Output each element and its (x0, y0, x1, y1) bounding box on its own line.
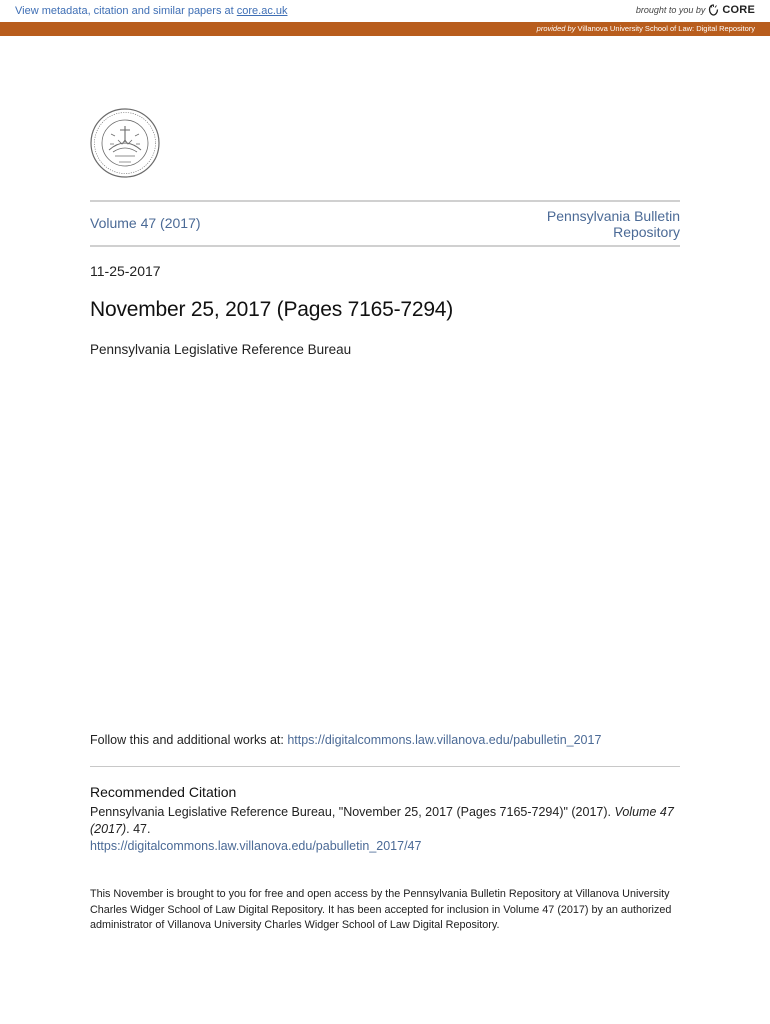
provided-by-value: Villanova University School of Law: Digital Repository (577, 24, 755, 33)
follow-line (90, 733, 601, 747)
core-metadata-link[interactable] (15, 5, 288, 17)
repository-line-1: Pennsylvania Bulletin (546, 208, 680, 224)
core-metadata-url[interactable]: core.ac.uk (236, 5, 288, 17)
author-name: Pennsylvania Legislative Reference Bureau (90, 342, 352, 357)
citation-link[interactable]: https://digitalcommons.law.villanova.edu/pabulletin_2017/47 (90, 839, 422, 853)
provided-by-label: provided by (536, 24, 576, 33)
core-logo-icon (708, 4, 719, 16)
citation-text: Pennsylvania Legislative Reference Bureau, "November 25, 2017 (Pages 7165-7294)" (2017). (90, 805, 615, 819)
repository-link[interactable] (547, 208, 680, 240)
citation-body (90, 804, 680, 855)
citation-italic: Volume 47 (2017) (90, 805, 674, 836)
university-seal-icon (89, 106, 161, 180)
core-branding[interactable] (636, 4, 755, 16)
brought-to-you-text: brought to you by (635, 5, 706, 15)
citation-divider (90, 766, 680, 767)
middle-divider (90, 245, 680, 247)
document-title: November 25, 2017 (Pages 7165-7294) (90, 298, 454, 321)
top-divider (90, 200, 680, 202)
citation-heading: Recommended Citation (90, 784, 237, 800)
follow-label: Follow this and additional works at: (90, 733, 288, 747)
publication-date: 11-25-2017 (90, 263, 161, 279)
core-metadata-prefix: View metadata, citation and similar papers at (15, 5, 237, 17)
volume-link[interactable]: Volume 47 (2017) (90, 215, 201, 231)
core-logo-text: CORE (722, 4, 755, 16)
collection-link[interactable]: https://digitalcommons.law.villanova.edu/pabulletin_2017 (287, 733, 602, 747)
repository-line-2: Repository (613, 224, 680, 240)
provided-by[interactable] (537, 24, 755, 33)
access-notice: This November is brought to you for free and open access by the Pennsylvania Bulletin Repository at Villanova University Charles Widger School of Law Digital Repository. It has been accepted for inclusion in Volume 47 (2017) by an authorized administrator of Villanova University Charles Widger School of Law Digital Repository. (90, 888, 672, 931)
core-provider-bar (0, 22, 770, 36)
core-header (0, 0, 770, 22)
citation-after-italic: . 47. (126, 822, 151, 836)
